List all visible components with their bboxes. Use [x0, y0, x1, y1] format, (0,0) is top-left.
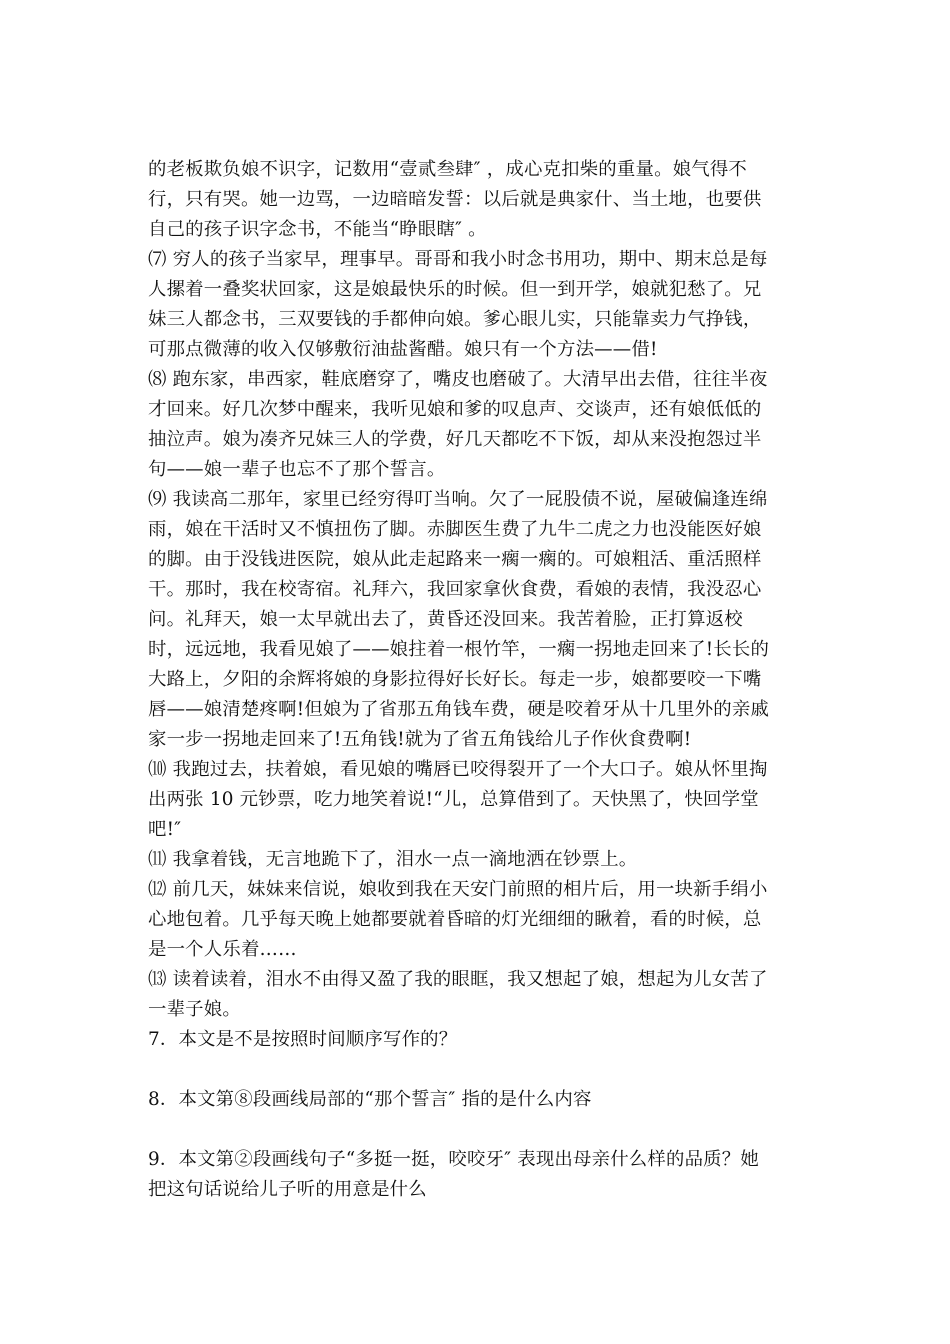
paragraph-9-line: ⑼ 我读高二那年，家里已经穷得叮当响。欠了一屁股债不说，屋破偏逢连绵: [148, 489, 768, 510]
text-line: 妹三人都念书，三双要钱的手都伸向娘。爹心眼儿实，只能靠卖力气挣钱，: [148, 309, 762, 330]
text-line: 抽泣声。娘为凑齐兄妹三人的学费，好几天都吃不下饭，却从来没抱怨过半: [148, 429, 762, 450]
blank-line: [148, 1055, 798, 1085]
text-line: 自己的孩子识字念书，不能当“睁眼瞎″ 。: [148, 219, 487, 240]
paragraph-10-line: ⑽ 我跑过去，扶着娘，看见娘的嘴唇已咬得裂开了一个大口子。娘从怀里掏: [148, 759, 768, 780]
text-line: 家一步一拐地走回来了!五角钱!就为了省五角钱给儿子作伙食费啊!: [148, 729, 692, 750]
text-line: 心地包着。几乎每天晚上她都要就着昏暗的灯光细细的瞅着，看的时候，总: [148, 909, 762, 930]
question-7: 7．本文是不是按照时间顺序写作的？: [148, 1029, 458, 1050]
text-line: 时，远远地，我看见娘了——娘拄着一根竹竿，一瘸一拐地走回来了!长长的: [148, 639, 770, 660]
text-line: 的老板欺负娘不识字，记数用“壹贰叁肆″ ，成心克扣柴的重量。娘气得不: [148, 159, 748, 180]
document-body: [148, 155, 798, 1205]
text-line: 出两张 10 元钞票，吃力地笑着说!“儿，总算借到了。天快黑了，快回学堂: [148, 789, 759, 810]
text-line: 句——娘一辈子也忘不了那个誓言。: [148, 459, 446, 480]
text-line: 行，只有哭。她一边骂，一边暗暗发誓：以后就是典家什、当土地，也要供: [148, 189, 762, 210]
paragraph-7-line: ⑺ 穷人的孩子当家早，理事早。哥哥和我小时念书用功，期中、期末总是每: [148, 249, 768, 270]
text-line: 把这句话说给儿子听的用意是什么: [148, 1179, 427, 1200]
text-line: 的脚。由于没钱进医院，娘从此走起路来一瘸一瘸的。可娘粗活、重活照样: [148, 549, 762, 570]
text-line: 吧!″: [148, 819, 182, 840]
text-line: 是一个人乐着……: [148, 939, 297, 960]
paragraph-12-line: ⑿ 前几天，妹妹来信说，娘收到我在天安门前照的相片后，用一块新手绢小: [148, 879, 768, 900]
paragraph-13-line: ⒀ 读着读着，泪水不由得又盈了我的眼眶，我又想起了娘，想起为儿女苦了: [148, 969, 768, 990]
text-line: 唇——娘清楚疼啊!但娘为了省那五角钱车费，硬是咬着牙从十几里外的亲戚: [148, 699, 770, 720]
text-line: 可那点微薄的收入仅够敷衍油盐酱醋。娘只有一个方法——借!: [148, 339, 658, 360]
paragraph-11-line: ⑾ 我拿着钱，无言地跪下了，泪水一点一滴地洒在钞票上。: [148, 849, 638, 870]
text-line: 问。礼拜天，娘一太早就出去了，黄昏还没回来。我苦着脸，正打算返校: [148, 609, 743, 630]
text-line: 人摞着一叠奖状回家，这是娘最快乐的时候。但一到开学，娘就犯愁了。兄: [148, 279, 762, 300]
text-line: 雨，娘在干活时又不慎扭伤了脚。赤脚医生费了九牛二虎之力也没能医好娘: [148, 519, 762, 540]
blank-line: [148, 1115, 798, 1145]
text-line: 干。那时，我在校寄宿。礼拜六，我回家拿伙食费，看娘的表情，我没忍心: [148, 579, 762, 600]
text-line: 才回来。好几次梦中醒来，我听见娘和爹的叹息声、交谈声，还有娘低低的: [148, 399, 762, 420]
question-9: 9．本文第②段画线句子“多挺一挺，咬咬牙″ 表现出母亲什么样的品质？她: [148, 1149, 759, 1170]
question-8: 8．本文第⑧段画线局部的“那个誓言″ 指的是什么内容: [148, 1089, 592, 1110]
text-line: 大路上，夕阳的余辉将娘的身影拉得好长好长。每走一步，娘都要咬一下嘴: [148, 669, 762, 690]
text-line: 一辈子娘。: [148, 999, 241, 1020]
paragraph-8-line: ⑻ 跑东家，串西家，鞋底磨穿了，嘴皮也磨破了。大清早出去借，往往半夜: [148, 369, 768, 390]
